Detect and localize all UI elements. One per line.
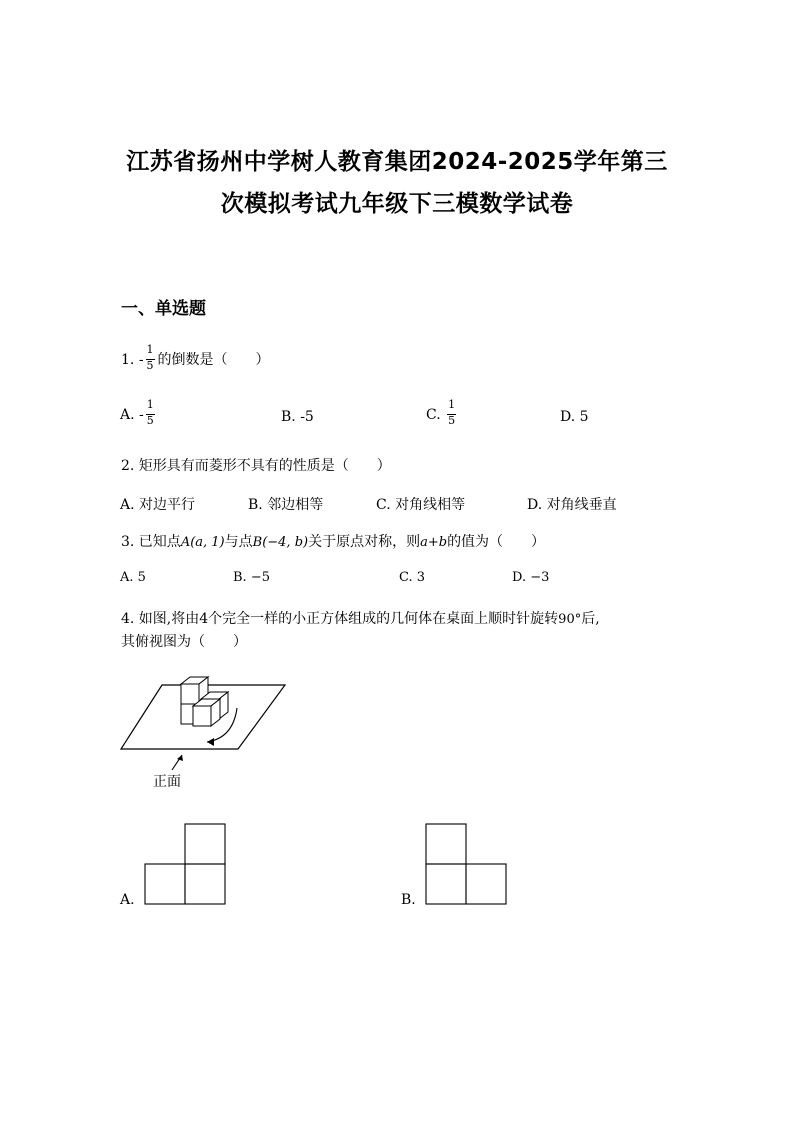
document-title-line2: 次模拟考试九年级下三模数学试卷	[220, 191, 574, 217]
question-3: 3. 已知点A(a, 1)与点B(−4, b)关于原点对称，则a+b的值为（ ）	[121, 534, 546, 550]
document-title-line1: 江苏省扬州中学树人教育集团2024-2025学年第三	[126, 149, 668, 175]
question-4-line2: 其俯视图为（ ）	[121, 634, 247, 650]
point-a: A(a, 1)	[180, 535, 225, 550]
q3-option-d[interactable]: D. −3	[512, 570, 550, 585]
q2-option-c[interactable]: C. 对角线相等	[376, 497, 466, 513]
q4-option-b-label[interactable]: B.	[401, 892, 416, 908]
q2-option-a[interactable]: A. 对边平行	[120, 497, 196, 513]
rotation-angle: 90°	[558, 612, 582, 627]
point-b: B(−4, b)	[252, 535, 309, 550]
question-4-line1: 4. 如图,将由4个完全一样的小正方体组成的几何体在桌面上顺时针旋转90°后,	[121, 611, 600, 627]
question-2: 2. 矩形具有而菱形不具有的性质是（ ）	[121, 458, 391, 474]
question-number: 1.	[121, 352, 135, 368]
q1-option-a[interactable]: A. - $\frac{1}{5}$	[120, 398, 154, 427]
q1-option-b[interactable]: B. -5	[281, 409, 314, 425]
q1-option-d[interactable]: D. 5	[560, 409, 589, 425]
section-heading-single-choice: 一、单选题	[121, 299, 206, 319]
question-text: 的倒数是（ ）	[157, 352, 270, 368]
q4-option-a-figure[interactable]	[144, 823, 228, 907]
front-label: 正面	[153, 774, 181, 790]
question-1	[121, 345, 270, 375]
q4-option-b-figure[interactable]	[425, 823, 509, 907]
q3-option-c[interactable]: C. 3	[399, 570, 426, 585]
q3-option-b[interactable]: B. −5	[233, 570, 270, 585]
cube-figure	[115, 670, 295, 795]
q2-option-b[interactable]: B. 邻边相等	[248, 497, 324, 513]
q4-option-a-label[interactable]: A.	[120, 892, 135, 908]
q1-option-c[interactable]: C. $\frac{1}{5}$	[426, 398, 456, 427]
expression: a+b	[420, 535, 448, 550]
q3-option-a[interactable]: A. 5	[120, 570, 146, 585]
minus-sign: -	[138, 352, 144, 368]
fraction: $\frac{1}{5}$	[146, 343, 154, 372]
q2-option-d[interactable]: D. 对角线垂直	[527, 497, 617, 513]
